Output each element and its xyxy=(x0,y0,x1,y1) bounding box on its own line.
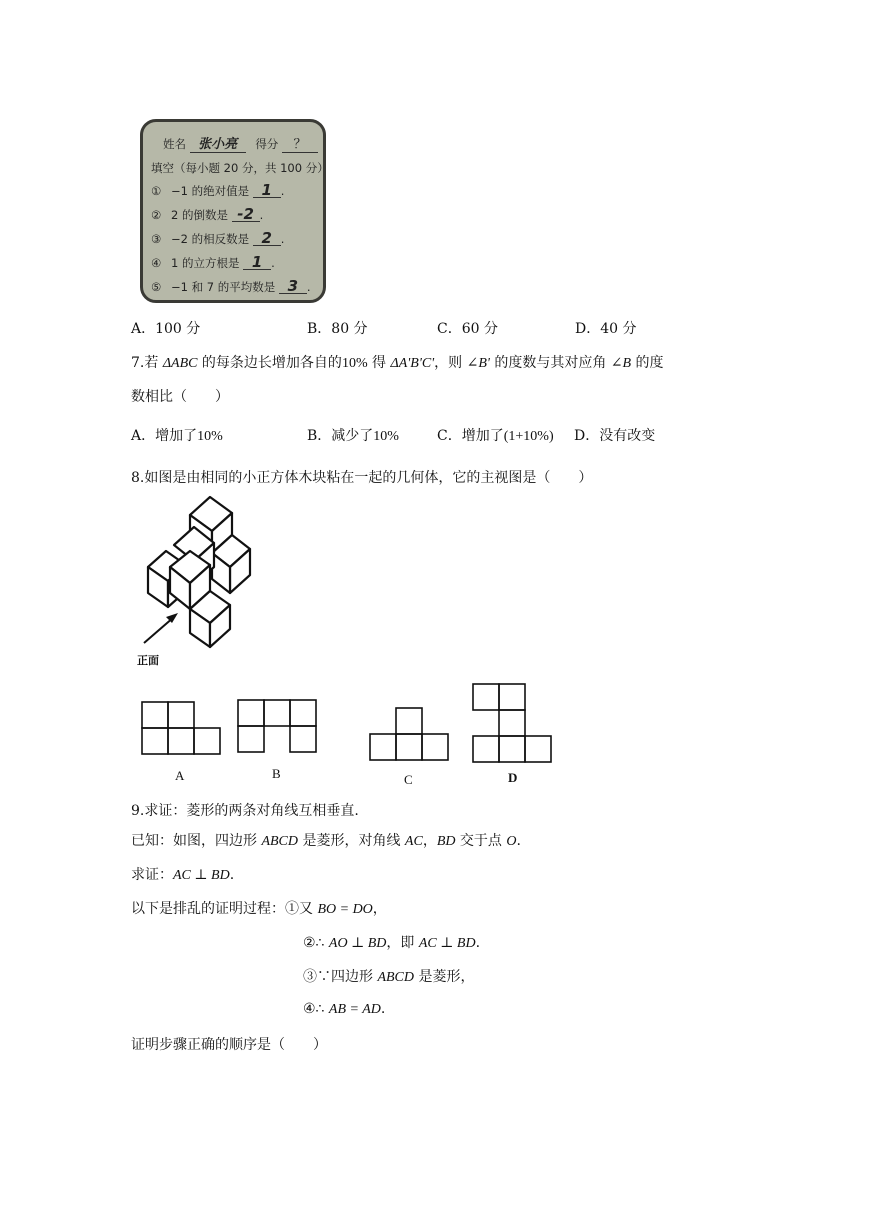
q9-step-4 xyxy=(303,1001,385,1018)
option-b-figure xyxy=(236,698,318,754)
q7-option-a-value: 10% xyxy=(197,429,223,444)
card-item-text: −2 的相反数是 xyxy=(170,232,250,246)
q7-option-d: D．没有改变 xyxy=(574,428,656,444)
q7-triangle-abc-prime: ΔA'B'C' xyxy=(390,356,435,371)
option-a-figure xyxy=(140,700,222,756)
card-item-answer: 1 xyxy=(243,255,271,270)
q8-question: 8.如图是由相同的小正方体木块粘在一起的几何体，它的主视图是（ ） xyxy=(131,470,593,486)
q7-text: 7.若 xyxy=(131,355,163,371)
q9-math-o: O xyxy=(506,834,517,849)
option-b-label: B xyxy=(272,766,281,781)
q6-option-a: A．100 分 xyxy=(131,321,201,337)
card-item: ② 2 的倒数是 -2 . xyxy=(151,205,264,223)
card-heading: 填空（每小题 20 分，共 100 分） xyxy=(151,161,329,175)
card-score-value: ？ xyxy=(282,138,318,153)
card-item: ④ 1 的立方根是 1 . xyxy=(151,253,275,271)
card-name-value: 张小亮 xyxy=(190,138,246,153)
card-item-text: 1 的立方根是 xyxy=(170,256,240,270)
card-item-text: 2 的倒数是 xyxy=(170,208,228,222)
q9-text: 交于点 xyxy=(455,833,507,849)
q9-text: ， xyxy=(422,833,437,849)
q7-option-c-label: C．增加了 xyxy=(437,428,504,444)
card-item-number: ③ xyxy=(151,232,162,246)
q7-text: 的每条边长增加各自的 xyxy=(197,355,342,371)
q9-text: ①又 xyxy=(285,901,318,917)
q9-text: ②∴ xyxy=(303,935,329,951)
card-item-answer: 3 xyxy=(279,279,307,294)
card-item-answer: 2 xyxy=(253,231,281,246)
option-d-label: D xyxy=(508,770,518,785)
q9-text: ③∵四边形 xyxy=(303,969,378,985)
cube-solid-figure xyxy=(130,495,265,670)
option-c-figure xyxy=(368,706,450,762)
q9-text: 已知：如图，四边形 xyxy=(131,833,262,849)
q7-question-line2: 数相比（ ） xyxy=(131,389,229,405)
front-view-label: 正面 xyxy=(137,654,159,667)
q9-text: ④∴ xyxy=(303,1001,329,1017)
q7-option-b-label: B．减少了 xyxy=(307,428,374,444)
q9-step-2 xyxy=(303,932,480,952)
card-name-row xyxy=(163,136,318,153)
q7-option-a xyxy=(131,425,223,445)
q9-math-prove: AC ⊥ BD xyxy=(173,868,230,883)
q6-option-c: C．60 分 xyxy=(437,321,498,337)
card-item-text: −1 和 7 的平均数是 xyxy=(170,280,276,294)
q7-option-c xyxy=(437,425,554,445)
q7-text: 得 xyxy=(367,355,391,371)
q9-text: . xyxy=(475,935,481,951)
q9-text: ，即 xyxy=(386,935,419,951)
q9-math-ac: AC xyxy=(404,834,423,849)
q7-angle-b-prime: ∠B' xyxy=(466,356,490,371)
q9-title: 9.求证：菱形的两条对角线互相垂直. xyxy=(131,803,359,819)
q9-step-1-line xyxy=(131,898,387,918)
option-a-label: A xyxy=(175,768,185,783)
q7-question-line1 xyxy=(131,352,664,372)
q9-math-bd: BD xyxy=(436,834,456,849)
q9-math-step4: AB = AD xyxy=(328,1002,381,1017)
card-item: ⑤ −1 和 7 的平均数是 3 . xyxy=(151,277,311,295)
q9-given xyxy=(131,830,521,850)
card-score-label: 得分 xyxy=(255,137,279,151)
q9-text: . xyxy=(380,1001,386,1017)
q9-text: ， xyxy=(372,901,387,917)
card-item-number: ⑤ xyxy=(151,280,162,294)
q9-steps-intro: 以下是排乱的证明过程： xyxy=(131,901,285,917)
q9-math-abcd: ABCD xyxy=(261,834,299,849)
q9-text: . xyxy=(229,867,235,883)
q7-option-a-label: A．增加了 xyxy=(131,428,198,444)
q9-text: 是菱形， xyxy=(414,969,475,985)
q7-angle-b: ∠B xyxy=(610,356,632,371)
q9-text: . xyxy=(516,833,521,849)
q9-math-step2b: AC ⊥ BD xyxy=(418,936,476,951)
q7-option-c-value: (1+10%) xyxy=(503,429,554,444)
q7-text: 的度数与其对应角 xyxy=(489,355,611,371)
card-item-answer: 1 xyxy=(253,183,281,198)
q7-option-b-value: 10% xyxy=(373,429,399,444)
q7-option-b xyxy=(307,425,399,445)
q9-math-step2a: AO ⊥ BD xyxy=(328,936,387,951)
card-item-number: ④ xyxy=(151,256,162,270)
score-card-image xyxy=(140,119,329,303)
q7-triangle-abc: ΔABC xyxy=(162,356,198,371)
card-item-number: ② xyxy=(151,208,162,222)
option-d-figure xyxy=(471,682,553,764)
q9-text: 求证： xyxy=(131,867,173,883)
q9-final-question: 证明步骤正确的顺序是（ ） xyxy=(131,1037,327,1053)
q6-option-b: B．80 分 xyxy=(307,321,368,337)
q7-percent: 10% xyxy=(341,356,368,371)
q7-text: 的度 xyxy=(631,355,664,371)
option-c-label: C xyxy=(404,772,413,787)
q9-text: 是菱形，对角线 xyxy=(298,833,405,849)
q9-step-3 xyxy=(303,966,474,986)
card-item-answer: -2 xyxy=(232,207,260,222)
q9-math-step1: BO = DO xyxy=(317,902,373,917)
q7-text: ，则 xyxy=(434,355,467,371)
card-item: ① −1 的绝对值是 1 . xyxy=(151,181,285,199)
card-item: ③ −2 的相反数是 2 . xyxy=(151,229,285,247)
q6-option-d: D．40 分 xyxy=(575,321,637,337)
card-item-number: ① xyxy=(151,184,162,198)
card-item-text: −1 的绝对值是 xyxy=(170,184,250,198)
card-name-label: 姓名 xyxy=(163,137,186,151)
q9-math-step3: ABCD xyxy=(377,970,415,985)
q9-prove xyxy=(131,864,234,884)
